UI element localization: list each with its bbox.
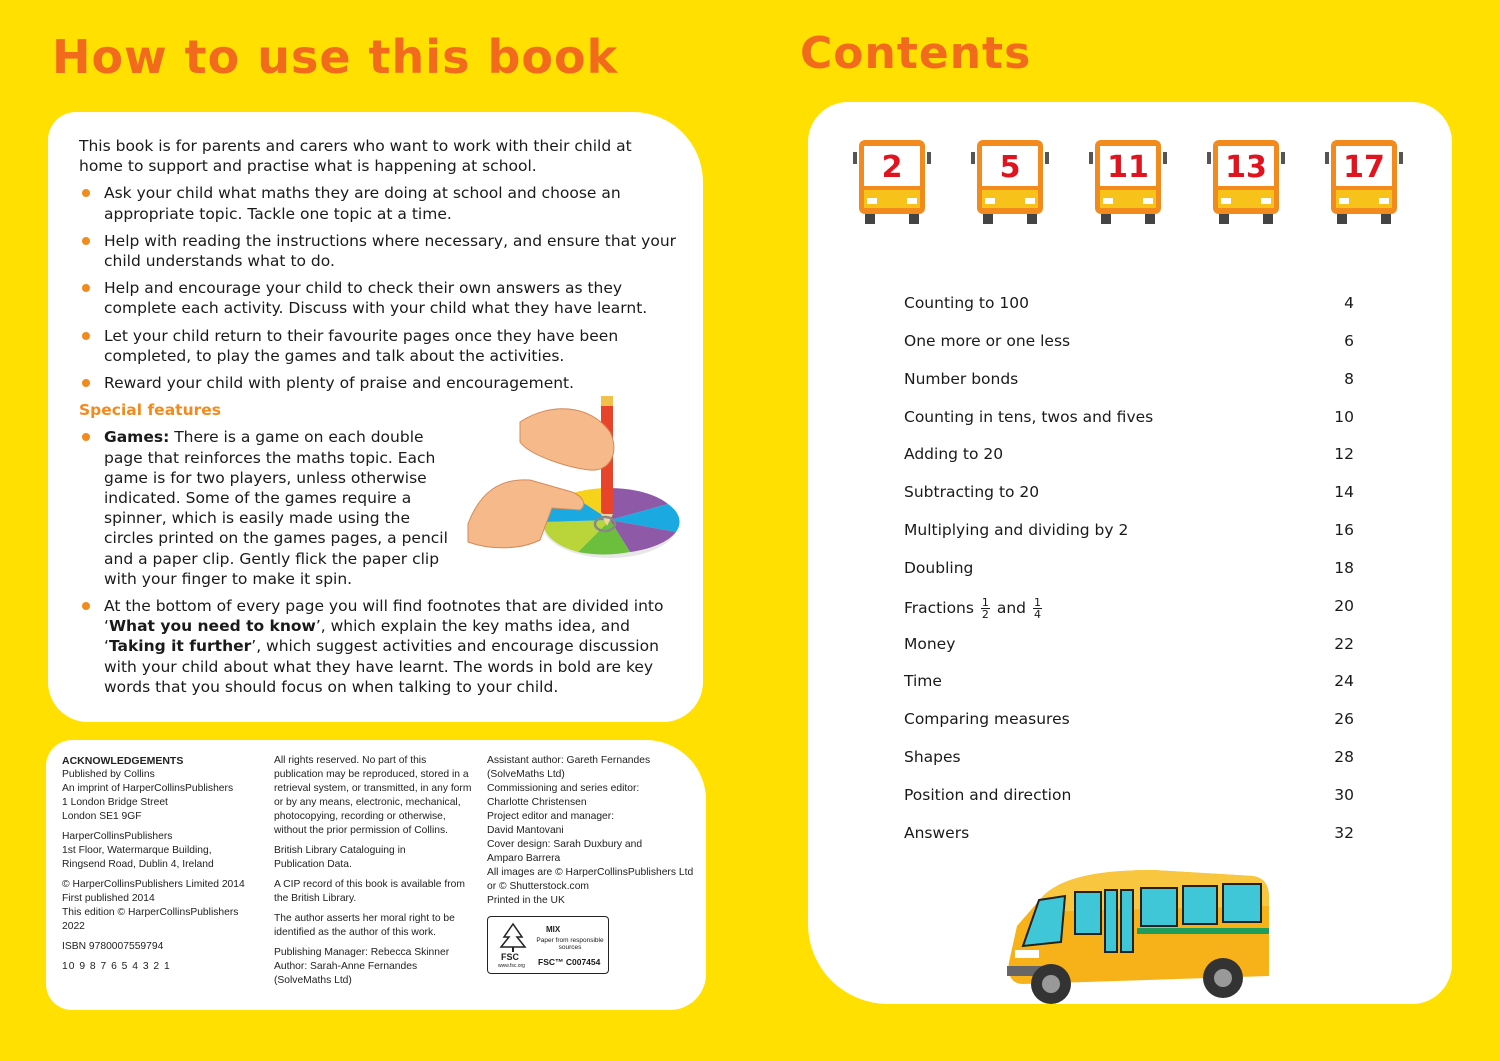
ack-line: Assistant author: Gareth Fernandes xyxy=(487,755,651,766)
bullet-icon xyxy=(82,284,90,292)
toc-page: 24 xyxy=(1334,672,1354,690)
fsc-tree-icon xyxy=(496,921,530,961)
toc-title: Money xyxy=(904,635,956,653)
toc-page: 14 xyxy=(1334,483,1354,501)
bus-number: 5 xyxy=(999,150,1021,185)
list-item xyxy=(79,231,679,271)
bullet-icon xyxy=(82,332,90,340)
toc-row[interactable] xyxy=(904,408,1354,432)
ack-line: or by any means, electronic, mechanical, xyxy=(274,797,461,808)
toc-title: Fractions xyxy=(904,599,974,617)
toc-title: Shapes xyxy=(904,748,961,766)
toc-page: 28 xyxy=(1334,748,1354,766)
toc-title: Doubling xyxy=(904,559,974,577)
toc-row[interactable] xyxy=(904,824,1354,848)
toc-title: Subtracting to 20 xyxy=(904,483,1040,501)
bullet-icon xyxy=(82,602,90,610)
fsc-certification-badge xyxy=(487,916,609,974)
toc-row[interactable] xyxy=(904,672,1354,696)
toc-title: Counting to 100 xyxy=(904,294,1029,312)
ack-line: David Mantovani xyxy=(487,825,564,836)
bullet-icon xyxy=(82,433,90,441)
list-item-text: Reward your child with plenty of praise and encouragement. xyxy=(104,374,575,393)
fsc-mix: MIX xyxy=(546,925,561,934)
bus-front-icon xyxy=(1325,138,1403,224)
ack-line: © HarperCollinsPublishers Limited 2014 xyxy=(62,879,245,890)
bullet-icon xyxy=(82,237,90,245)
toc-row[interactable] xyxy=(904,748,1354,772)
bus-front-icon xyxy=(1207,138,1285,224)
ack-line: A CIP record of this book is available from xyxy=(274,879,465,890)
toc-title: Comparing measures xyxy=(904,710,1070,728)
ack-line: (SolveMaths Ltd) xyxy=(487,769,565,780)
games-text: There is a game on each double page that reinforces the maths topic. Each game is for two players, unless otherwise indicated. Some of the games require a spinner, which is easily made using the circles printed on the games pages, a pencil and a paper clip. Gently flick the paper clip with your finger to make it spin. xyxy=(104,428,448,588)
spinner-illustration xyxy=(460,392,685,572)
ack-title: ACKNOWLEDGEMENTS xyxy=(62,755,184,767)
fsc-logo-text: FSC xyxy=(501,952,519,961)
footnote-text: ’, which suggest activities and encourage discussion with your child about what they have learnt. The words in bold are key words that you should focus on when talking to your child. xyxy=(104,637,659,696)
ack-line: Project editor and manager: xyxy=(487,811,615,822)
toc-row[interactable] xyxy=(904,370,1354,394)
toc-title-fractions xyxy=(904,597,1044,620)
list-item xyxy=(79,183,679,223)
school-bus-illustration xyxy=(1003,866,1273,1016)
ack-column-3 xyxy=(487,754,697,908)
list-item xyxy=(79,278,679,318)
list-item-text: Help with reading the instructions where necessary, and ensure that your child understands what to do. xyxy=(104,231,677,271)
ack-line: HarperCollinsPublishers xyxy=(62,831,173,842)
bus-number: 13 xyxy=(1225,150,1267,185)
footnote-bold: What you need to know xyxy=(108,617,316,636)
toc-page: 10 xyxy=(1334,408,1354,426)
toc-page: 20 xyxy=(1334,597,1354,615)
ack-line: The author asserts her moral right to be xyxy=(274,913,455,924)
bullet-icon xyxy=(82,189,90,197)
toc-page: 8 xyxy=(1344,370,1354,388)
toc-page: 18 xyxy=(1334,559,1354,577)
bus-number: 11 xyxy=(1107,150,1149,185)
page-title-how-to-use: How to use this book xyxy=(52,30,619,84)
ack-line: publication may be reproduced, stored in a xyxy=(274,769,469,780)
toc-row[interactable] xyxy=(904,559,1354,583)
bus-front-icon xyxy=(971,138,1049,224)
ack-column-1 xyxy=(62,754,262,974)
ack-line: Printed in the UK xyxy=(487,895,565,906)
ack-line: or © Shutterstock.com xyxy=(487,881,590,892)
toc-row[interactable] xyxy=(904,786,1354,810)
bus-number: 2 xyxy=(881,150,903,185)
fsc-code: FSC™ C007454 xyxy=(538,957,601,967)
ack-line: Ringsend Road, Dublin 4, Ireland xyxy=(62,859,214,870)
toc-row[interactable] xyxy=(904,521,1354,545)
ack-line: This edition © HarperCollinsPublishers 2022 xyxy=(62,907,239,932)
toc-row[interactable] xyxy=(904,332,1354,356)
ack-line: Publishing Manager: Rebecca Skinner xyxy=(274,947,450,958)
games-label: Games: xyxy=(104,428,170,447)
ack-line: identified as the author of this work. xyxy=(274,927,436,938)
print-run: 10 9 8 7 6 5 4 3 2 1 xyxy=(62,961,171,972)
toc-title: Answers xyxy=(904,824,970,842)
ack-line: Cover design: Sarah Duxbury and xyxy=(487,839,643,850)
ack-line: London SE1 9GF xyxy=(62,811,142,822)
toc-row[interactable] xyxy=(904,710,1354,734)
toc-title: Time xyxy=(904,672,942,690)
special-features-heading: Special features xyxy=(79,401,221,420)
toc-page: 32 xyxy=(1334,824,1354,842)
toc-row[interactable] xyxy=(904,483,1354,507)
ack-column-2 xyxy=(274,754,474,988)
tips-list xyxy=(79,183,679,393)
ack-line: photocopying, recording or otherwise, xyxy=(274,811,446,822)
list-item-text: Help and encourage your child to check their own answers as they complete each activity. Discuss with your child what they have learnt. xyxy=(104,279,648,318)
ack-line: An imprint of HarperCollinsPublishers xyxy=(62,783,234,794)
toc-page: 4 xyxy=(1344,294,1354,312)
toc-title: Counting in tens, twos and fives xyxy=(904,408,1154,426)
toc-row[interactable] xyxy=(904,593,1354,625)
ack-line: Commissioning and series editor: xyxy=(487,783,640,794)
bus-front-icon xyxy=(1089,138,1167,224)
list-item xyxy=(79,373,679,393)
toc-row[interactable] xyxy=(904,445,1354,469)
toc-page: 6 xyxy=(1344,332,1354,350)
fraction-and: and xyxy=(996,599,1026,617)
toc-page: 16 xyxy=(1334,521,1354,539)
ack-line: Charlotte Christensen xyxy=(487,797,587,808)
ack-line: 1 London Bridge Street xyxy=(62,797,168,808)
list-item-text: Ask your child what maths they are doing at school and choose an appropriate topic. Tackle one topic at a time. xyxy=(104,184,621,223)
bullet-icon xyxy=(82,379,90,387)
ack-line: All rights reserved. No part of this xyxy=(274,755,427,766)
toc-title: Position and direction xyxy=(904,786,1072,804)
ack-line: the British Library. xyxy=(274,893,357,904)
fraction-half: $\frac{1}{2}$ xyxy=(981,596,989,621)
toc-row[interactable] xyxy=(904,294,1354,318)
toc-title: Multiplying and dividing by 2 xyxy=(904,521,1129,539)
page-title-contents: Contents xyxy=(800,28,1032,79)
list-item-text: Let your child return to their favourite pages once they have been completed, to play the games and talk about the activities. xyxy=(104,326,619,365)
toc-page: 30 xyxy=(1334,786,1354,804)
list-item-games xyxy=(79,427,454,589)
ack-line: First published 2014 xyxy=(62,893,155,904)
fsc-url: www.fsc.org xyxy=(498,963,525,969)
list-item-footnotes xyxy=(79,596,679,697)
ack-line: British Library Cataloguing in xyxy=(274,845,406,856)
toc-page: 12 xyxy=(1334,445,1354,463)
footnote-text: At the bottom of every page you will find footnotes that are divided into ‘ xyxy=(104,597,664,636)
ack-line: (SolveMaths Ltd) xyxy=(274,975,352,986)
fsc-subtitle: Paper from responsible sources xyxy=(536,937,604,951)
toc-page: 26 xyxy=(1334,710,1354,728)
ack-line: 1st Floor, Watermarque Building, xyxy=(62,845,212,856)
ack-line: without the prior permission of Collins. xyxy=(274,825,448,836)
toc-page: 22 xyxy=(1334,635,1354,653)
ack-line: All images are © HarperCollinsPublishers Ltd xyxy=(487,867,694,878)
footnote-text: ’, which explain the key maths idea, and ‘ xyxy=(104,617,630,656)
isbn: ISBN 9780007559794 xyxy=(62,941,164,952)
ack-line: Author: Sarah-Anne Fernandes xyxy=(274,961,418,972)
list-item xyxy=(79,326,679,366)
bus-front-icon xyxy=(853,138,931,224)
footnote-bold: Taking it further xyxy=(108,637,252,656)
ack-line: Amparo Barrera xyxy=(487,853,561,864)
fraction-quarter: $\frac{1}{4}$ xyxy=(1033,596,1041,621)
intro-paragraph: This book is for parents and carers who want to work with their child at home to support and practise what is happening at school. xyxy=(79,137,632,176)
ack-line: Publication Data. xyxy=(274,859,352,870)
bus-number: 17 xyxy=(1343,150,1385,185)
toc-title: Number bonds xyxy=(904,370,1019,388)
ack-line: retrieval system, or transmitted, in any form xyxy=(274,783,472,794)
toc-title: One more or one less xyxy=(904,332,1071,350)
toc-row[interactable] xyxy=(904,635,1354,659)
ack-line: Published by Collins xyxy=(62,769,155,780)
toc-title: Adding to 20 xyxy=(904,445,1004,463)
